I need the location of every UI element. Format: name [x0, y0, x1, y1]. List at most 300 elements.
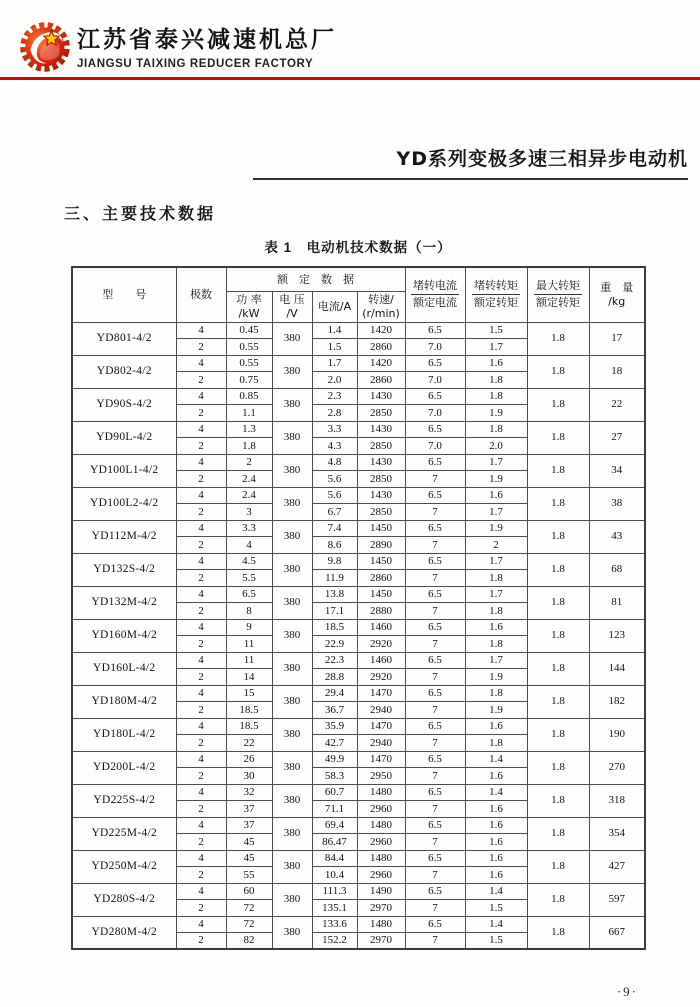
cell-max-torque: 1.8	[527, 388, 589, 421]
cell-current: 35.9	[312, 718, 357, 735]
cell-lr-current: 7	[405, 603, 465, 620]
cell-power: 22	[226, 735, 272, 752]
cell-speed: 1460	[357, 652, 405, 669]
letterhead	[0, 0, 700, 77]
cell-power: 60	[226, 883, 272, 900]
cell-max-torque: 1.8	[527, 850, 589, 883]
cell-lr-current: 7	[405, 570, 465, 587]
company-name-en: JIANGSU TAIXING REDUCER FACTORY	[77, 57, 314, 70]
cell-lr-torque: 1.7	[465, 586, 527, 603]
table-row	[72, 652, 645, 669]
cell-lr-torque: 1.4	[465, 916, 527, 933]
cell-lr-torque: 1.6	[465, 801, 527, 818]
cell-lr-torque: 1.9	[465, 669, 527, 686]
table-row	[72, 355, 645, 372]
cell-lr-current: 6.5	[405, 487, 465, 504]
cell-max-torque: 1.8	[527, 619, 589, 652]
cell-current: 84.4	[312, 850, 357, 867]
cell-current: 60.7	[312, 784, 357, 801]
doc-title-underline	[253, 144, 688, 180]
col-header-voltage	[272, 291, 312, 322]
cell-lr-current: 7	[405, 537, 465, 554]
col-header-power	[226, 291, 272, 322]
cell-poles: 4	[176, 454, 226, 471]
cell-power: 1.8	[226, 438, 272, 455]
cell-poles: 2	[176, 603, 226, 620]
speed-unit: (r/min)	[362, 306, 400, 320]
cell-lr-current: 7	[405, 900, 465, 917]
table-row	[72, 685, 645, 702]
voltage-unit: /V	[286, 306, 298, 320]
power-unit: /kW	[238, 306, 260, 320]
cell-lr-torque: 1.6	[465, 718, 527, 735]
cell-speed: 1430	[357, 421, 405, 438]
cell-power: 11	[226, 652, 272, 669]
cell-current: 133.6	[312, 916, 357, 933]
page-number: ·9·	[616, 984, 638, 999]
cell-speed: 2850	[357, 438, 405, 455]
cell-speed: 1430	[357, 487, 405, 504]
cell-poles: 2	[176, 669, 226, 686]
cell-power: 5.5	[226, 570, 272, 587]
cell-model: YD100L2-4/2	[72, 487, 176, 520]
cell-model: YD112M-4/2	[72, 520, 176, 553]
cell-poles: 4	[176, 718, 226, 735]
cell-lr-torque: 1.6	[465, 817, 527, 834]
cell-current: 22.9	[312, 636, 357, 653]
cell-lr-torque: 1.7	[465, 504, 527, 521]
cell-power: 72	[226, 900, 272, 917]
col-header-poles: 极数	[176, 267, 226, 322]
cell-speed: 1480	[357, 784, 405, 801]
cell-power: 4	[226, 537, 272, 554]
lr-torque-denominator: 额定转矩	[474, 296, 518, 310]
cell-poles: 4	[176, 751, 226, 768]
cell-lr-current: 7.0	[405, 405, 465, 422]
col-header-lr-torque-ratio	[465, 267, 527, 322]
cell-weight: 667	[589, 916, 645, 949]
speed-label: 转速/	[368, 292, 394, 306]
cell-current: 135.1	[312, 900, 357, 917]
cell-power: 8	[226, 603, 272, 620]
table-caption: 表 1 电动机技术数据（一）	[264, 240, 452, 255]
table-row	[72, 850, 645, 867]
cell-voltage: 380	[272, 751, 312, 784]
cell-speed: 2940	[357, 735, 405, 752]
cell-voltage: 380	[272, 718, 312, 751]
cell-power: 18.5	[226, 702, 272, 719]
cell-lr-torque: 1.9	[465, 520, 527, 537]
cell-speed: 1470	[357, 751, 405, 768]
spec-table-head	[72, 267, 645, 322]
lr-current-denominator: 额定电流	[413, 296, 457, 310]
cell-lr-current: 6.5	[405, 421, 465, 438]
cell-speed: 2890	[357, 537, 405, 554]
cell-lr-current: 6.5	[405, 388, 465, 405]
cell-max-torque: 1.8	[527, 487, 589, 520]
cell-weight: 182	[589, 685, 645, 718]
cell-power: 2.4	[226, 471, 272, 488]
cell-poles: 4	[176, 916, 226, 933]
table-row	[72, 487, 645, 504]
cell-lr-current: 6.5	[405, 916, 465, 933]
cell-speed: 2860	[357, 372, 405, 389]
cell-power: 1.1	[226, 405, 272, 422]
cell-poles: 2	[176, 504, 226, 521]
cell-power: 0.45	[226, 322, 272, 339]
cell-lr-torque: 1.5	[465, 933, 527, 950]
cell-model: YD160L-4/2	[72, 652, 176, 685]
cell-power: 18.5	[226, 718, 272, 735]
cell-poles: 4	[176, 322, 226, 339]
cell-voltage: 380	[272, 652, 312, 685]
cell-speed: 2920	[357, 636, 405, 653]
cell-lr-torque: 2.0	[465, 438, 527, 455]
cell-poles: 2	[176, 438, 226, 455]
cell-speed: 1490	[357, 883, 405, 900]
cell-voltage: 380	[272, 586, 312, 619]
cell-lr-torque: 1.9	[465, 405, 527, 422]
cell-model: YD180L-4/2	[72, 718, 176, 751]
cell-weight: 68	[589, 553, 645, 586]
cell-max-torque: 1.8	[527, 322, 589, 355]
cell-weight: 597	[589, 883, 645, 916]
cell-poles: 4	[176, 652, 226, 669]
cell-lr-current: 6.5	[405, 586, 465, 603]
cell-lr-torque: 1.8	[465, 421, 527, 438]
cell-lr-torque: 1.7	[465, 553, 527, 570]
cell-model: YD280M-4/2	[72, 916, 176, 949]
cell-speed: 1470	[357, 718, 405, 735]
cell-poles: 4	[176, 784, 226, 801]
cell-lr-current: 6.5	[405, 553, 465, 570]
cell-lr-torque: 1.4	[465, 883, 527, 900]
cell-poles: 2	[176, 570, 226, 587]
cell-current: 8.6	[312, 537, 357, 554]
table-row	[72, 619, 645, 636]
col-header-model: 型 号	[72, 267, 176, 322]
cell-max-torque: 1.8	[527, 553, 589, 586]
cell-weight: 123	[589, 619, 645, 652]
doc-title: YD系列变极多速三相异步电动机	[396, 148, 688, 170]
cell-speed: 2960	[357, 834, 405, 851]
cell-power: 4.5	[226, 553, 272, 570]
cell-lr-current: 7.0	[405, 372, 465, 389]
cell-lr-current: 6.5	[405, 520, 465, 537]
cell-poles: 2	[176, 933, 226, 950]
table-row	[72, 421, 645, 438]
cell-voltage: 380	[272, 487, 312, 520]
table-row	[72, 322, 645, 339]
cell-lr-torque: 1.8	[465, 388, 527, 405]
table-row	[72, 454, 645, 471]
cell-lr-current: 6.5	[405, 652, 465, 669]
cell-poles: 4	[176, 421, 226, 438]
cell-current: 2.3	[312, 388, 357, 405]
cell-lr-current: 6.5	[405, 619, 465, 636]
cell-speed: 2920	[357, 669, 405, 686]
cell-lr-current: 6.5	[405, 322, 465, 339]
cell-max-torque: 1.8	[527, 652, 589, 685]
cell-poles: 4	[176, 388, 226, 405]
cell-lr-torque: 1.8	[465, 570, 527, 587]
cell-lr-torque: 1.7	[465, 454, 527, 471]
cell-lr-torque: 1.8	[465, 636, 527, 653]
cell-voltage: 380	[272, 850, 312, 883]
cell-model: YD280S-4/2	[72, 883, 176, 916]
cell-lr-torque: 1.9	[465, 471, 527, 488]
company-name-block	[77, 26, 337, 70]
max-torque-numerator: 最大转矩	[534, 279, 582, 295]
cell-weight: 190	[589, 718, 645, 751]
cell-lr-torque: 1.5	[465, 900, 527, 917]
cell-current: 18.5	[312, 619, 357, 636]
cell-lr-current: 7	[405, 735, 465, 752]
cell-power: 45	[226, 850, 272, 867]
cell-model: YD225M-4/2	[72, 817, 176, 850]
cell-current: 5.6	[312, 471, 357, 488]
lr-torque-numerator: 堵转转矩	[472, 279, 520, 295]
cell-current: 2.0	[312, 372, 357, 389]
cell-current: 10.4	[312, 867, 357, 884]
power-label: 功 率	[236, 292, 262, 306]
cell-poles: 2	[176, 372, 226, 389]
cell-lr-torque: 1.8	[465, 372, 527, 389]
col-header-max-torque-ratio	[527, 267, 589, 322]
cell-max-torque: 1.8	[527, 421, 589, 454]
cell-max-torque: 1.8	[527, 784, 589, 817]
cell-speed: 1430	[357, 388, 405, 405]
cell-model: YD801-4/2	[72, 322, 176, 355]
cell-current: 17.1	[312, 603, 357, 620]
table-row	[72, 751, 645, 768]
cell-voltage: 380	[272, 322, 312, 355]
table-row	[72, 520, 645, 537]
cell-poles: 2	[176, 702, 226, 719]
cell-speed: 2880	[357, 603, 405, 620]
cell-current: 5.6	[312, 487, 357, 504]
col-header-lr-current-ratio	[405, 267, 465, 322]
cell-poles: 4	[176, 553, 226, 570]
cell-power: 11	[226, 636, 272, 653]
table-row	[72, 586, 645, 603]
cell-speed: 1480	[357, 916, 405, 933]
cell-poles: 4	[176, 619, 226, 636]
cell-model: YD802-4/2	[72, 355, 176, 388]
cell-speed: 2940	[357, 702, 405, 719]
cell-current: 9.8	[312, 553, 357, 570]
cell-poles: 2	[176, 900, 226, 917]
cell-speed: 1420	[357, 322, 405, 339]
cell-poles: 4	[176, 850, 226, 867]
cell-poles: 2	[176, 636, 226, 653]
cell-max-torque: 1.8	[527, 454, 589, 487]
cell-weight: 22	[589, 388, 645, 421]
cell-lr-current: 7.0	[405, 438, 465, 455]
cell-voltage: 380	[272, 784, 312, 817]
cell-current: 58.3	[312, 768, 357, 785]
cell-power: 55	[226, 867, 272, 884]
cell-poles: 4	[176, 685, 226, 702]
cell-power: 0.55	[226, 355, 272, 372]
cell-max-torque: 1.8	[527, 718, 589, 751]
cell-lr-current: 6.5	[405, 784, 465, 801]
cell-power: 37	[226, 817, 272, 834]
cell-lr-current: 6.5	[405, 355, 465, 372]
cell-power: 82	[226, 933, 272, 950]
cell-weight: 34	[589, 454, 645, 487]
cell-current: 22.3	[312, 652, 357, 669]
cell-current: 3.3	[312, 421, 357, 438]
cell-power: 0.75	[226, 372, 272, 389]
cell-voltage: 380	[272, 685, 312, 718]
cell-max-torque: 1.8	[527, 355, 589, 388]
cell-lr-current: 7	[405, 933, 465, 950]
table-row	[72, 883, 645, 900]
factory-logo-gear-icon	[19, 21, 71, 73]
cell-power: 3.3	[226, 520, 272, 537]
cell-voltage: 380	[272, 421, 312, 454]
weight-label: 重 量	[600, 281, 634, 294]
cell-lr-current: 7	[405, 702, 465, 719]
cell-voltage: 380	[272, 817, 312, 850]
cell-lr-torque: 1.9	[465, 702, 527, 719]
cell-model: YD250M-4/2	[72, 850, 176, 883]
cell-weight: 81	[589, 586, 645, 619]
col-header-speed	[357, 291, 405, 322]
cell-current: 13.8	[312, 586, 357, 603]
cell-power: 0.85	[226, 388, 272, 405]
cell-power: 32	[226, 784, 272, 801]
table-row	[72, 784, 645, 801]
cell-weight: 17	[589, 322, 645, 355]
cell-current: 7.4	[312, 520, 357, 537]
cell-current: 152.2	[312, 933, 357, 950]
cell-poles: 4	[176, 520, 226, 537]
cell-max-torque: 1.8	[527, 916, 589, 949]
cell-speed: 2960	[357, 801, 405, 818]
cell-weight: 270	[589, 751, 645, 784]
cell-weight: 27	[589, 421, 645, 454]
cell-lr-torque: 1.6	[465, 355, 527, 372]
cell-max-torque: 1.8	[527, 520, 589, 553]
cell-lr-current: 6.5	[405, 751, 465, 768]
cell-poles: 2	[176, 537, 226, 554]
cell-speed: 1420	[357, 355, 405, 372]
cell-poles: 2	[176, 801, 226, 818]
cell-weight: 43	[589, 520, 645, 553]
table-row	[72, 553, 645, 570]
cell-current: 86.47	[312, 834, 357, 851]
cell-lr-current: 6.5	[405, 685, 465, 702]
cell-lr-torque: 1.8	[465, 685, 527, 702]
cell-speed: 2970	[357, 933, 405, 950]
cell-lr-torque: 1.8	[465, 735, 527, 752]
cell-speed: 2860	[357, 339, 405, 356]
cell-current: 49.9	[312, 751, 357, 768]
cell-current: 4.8	[312, 454, 357, 471]
red-divider-rule	[0, 77, 700, 80]
cell-voltage: 380	[272, 916, 312, 949]
cell-current: 111.3	[312, 883, 357, 900]
cell-max-torque: 1.8	[527, 883, 589, 916]
cell-weight: 144	[589, 652, 645, 685]
cell-poles: 4	[176, 586, 226, 603]
spec-table-body	[72, 322, 645, 949]
voltage-label: 电 压	[279, 292, 305, 306]
cell-speed: 1480	[357, 817, 405, 834]
cell-speed: 2860	[357, 570, 405, 587]
cell-speed: 2850	[357, 471, 405, 488]
cell-poles: 2	[176, 471, 226, 488]
cell-model: YD225S-4/2	[72, 784, 176, 817]
cell-current: 6.7	[312, 504, 357, 521]
cell-power: 26	[226, 751, 272, 768]
cell-current: 29.4	[312, 685, 357, 702]
cell-power: 37	[226, 801, 272, 818]
cell-voltage: 380	[272, 619, 312, 652]
cell-lr-current: 7.0	[405, 339, 465, 356]
cell-model: YD90S-4/2	[72, 388, 176, 421]
col-header-rated-data: 额 定 数 据	[226, 267, 405, 291]
cell-speed: 2950	[357, 768, 405, 785]
cell-weight: 318	[589, 784, 645, 817]
cell-current: 69.4	[312, 817, 357, 834]
cell-power: 15	[226, 685, 272, 702]
cell-poles: 2	[176, 867, 226, 884]
cell-lr-torque: 1.7	[465, 339, 527, 356]
cell-power: 1.3	[226, 421, 272, 438]
cell-current: 36.7	[312, 702, 357, 719]
cell-speed: 1450	[357, 586, 405, 603]
cell-poles: 2	[176, 834, 226, 851]
cell-power: 0.55	[226, 339, 272, 356]
cell-lr-torque: 1.6	[465, 619, 527, 636]
cell-power: 30	[226, 768, 272, 785]
cell-lr-torque: 1.6	[465, 487, 527, 504]
cell-lr-current: 7	[405, 867, 465, 884]
cell-lr-current: 6.5	[405, 850, 465, 867]
cell-lr-current: 6.5	[405, 718, 465, 735]
cell-speed: 1480	[357, 850, 405, 867]
cell-max-torque: 1.8	[527, 685, 589, 718]
cell-lr-torque: 1.7	[465, 652, 527, 669]
cell-max-torque: 1.8	[527, 751, 589, 784]
cell-max-torque: 1.8	[527, 817, 589, 850]
cell-lr-torque: 2	[465, 537, 527, 554]
cell-max-torque: 1.8	[527, 586, 589, 619]
cell-model: YD100L1-4/2	[72, 454, 176, 487]
cell-power: 72	[226, 916, 272, 933]
cell-current: 1.4	[312, 322, 357, 339]
cell-model: YD180M-4/2	[72, 685, 176, 718]
motor-spec-table	[71, 266, 646, 950]
cell-model: YD132M-4/2	[72, 586, 176, 619]
cell-voltage: 380	[272, 454, 312, 487]
cell-poles: 4	[176, 883, 226, 900]
cell-speed: 2970	[357, 900, 405, 917]
cell-power: 6.5	[226, 586, 272, 603]
cell-model: YD200L-4/2	[72, 751, 176, 784]
cell-current: 4.3	[312, 438, 357, 455]
table-row	[72, 817, 645, 834]
table-row	[72, 388, 645, 405]
cell-voltage: 380	[272, 520, 312, 553]
cell-voltage: 380	[272, 388, 312, 421]
cell-lr-torque: 1.6	[465, 867, 527, 884]
cell-lr-current: 6.5	[405, 454, 465, 471]
table-row	[72, 718, 645, 735]
